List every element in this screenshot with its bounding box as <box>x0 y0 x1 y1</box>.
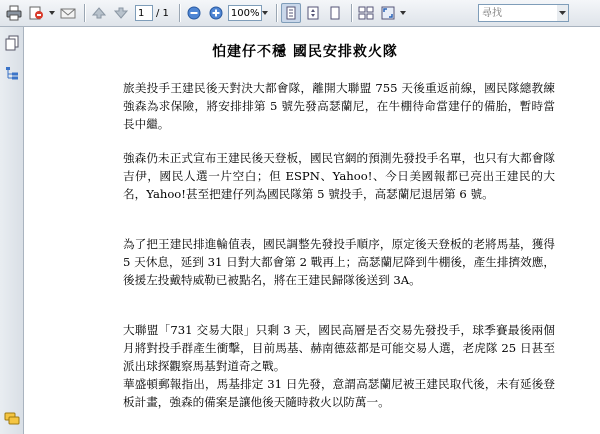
printer-icon <box>6 5 22 21</box>
article-paragraph: 強森仍未正式宣布王建民後天登板，國民官網的預測先發投手名單，也只有大都會隊吉伊，國民人選一片空白；但 ESPN、Yahoo!、今日美國報都已亮出王建民的大名，Yahoo!甚至把建仔列為國民隊第 5 號投手，高瑟蘭尼退居第 6 號。 <box>123 151 555 201</box>
full-screen-button[interactable] <box>378 3 398 23</box>
fit-width-button[interactable] <box>281 3 301 23</box>
arrow-up-icon <box>91 5 107 21</box>
arrow-down-icon <box>113 5 129 21</box>
share-button[interactable] <box>26 3 46 23</box>
page-number-input[interactable] <box>135 5 153 21</box>
bookmarks-tree-icon <box>4 65 20 81</box>
previous-page-button[interactable] <box>89 3 109 23</box>
toolbar-divider <box>276 4 277 22</box>
fit-page-button[interactable] <box>303 3 323 23</box>
zoom-out-icon <box>186 5 202 21</box>
chevron-down-icon <box>559 11 566 16</box>
zoom-in-button[interactable] <box>206 3 226 23</box>
email-button[interactable] <box>58 3 78 23</box>
chevron-down-icon <box>262 11 268 15</box>
fit-page-icon <box>306 6 320 20</box>
single-page-button[interactable] <box>325 3 345 23</box>
comments-panel-button[interactable] <box>4 411 20 427</box>
pages-icon <box>4 35 20 51</box>
chevron-down-icon <box>49 11 55 15</box>
article-paragraph: 大聯盟「731 交易大限」只剩 3 天，國民高層是否交易先發投手，球季賽最後兩個月將對投手群產生衝擊，目前馬基、赫南德茲都是可能交易人選，老虎隊 25 日甚至派出球探觀察馬基對道奇之戰。 <box>123 323 555 373</box>
two-page-button[interactable] <box>356 3 376 23</box>
speech-bubble-icon <box>4 411 20 427</box>
article-title: 怕建仔不穩 國民安排救火隊 <box>212 44 398 60</box>
two-page-icon <box>358 6 374 20</box>
single-page-icon <box>328 6 342 20</box>
article-paragraph: 華盛頓郵報指出，馬基排定 31 日先發，意謂高瑟蘭尼被王建民取代後，未有延後登板計畫，強森的備案是讓他後天隨時救火以防萬一。 <box>123 377 555 409</box>
zoom-out-button[interactable] <box>184 3 204 23</box>
article-paragraph-group <box>123 321 555 411</box>
pages-panel-button[interactable] <box>4 35 20 51</box>
print-button[interactable] <box>4 3 24 23</box>
toolbar-divider <box>179 4 180 22</box>
envelope-icon <box>60 5 76 21</box>
article-paragraph: 旅美投手王建民後天對決大都會隊，離開大聯盟 755 天後重返前線，國民隊總教練強森為求保險，將安排排第 5 號先發高瑟蘭尼，在牛棚待命當建仔的備胎，暫時當長中繼。 <box>123 81 555 131</box>
share-icon <box>28 5 44 21</box>
article-paragraph: 為了把王建民排進輪值表，國民調整先發投手順序，原定後天登板的老將馬基，獲得 5 天休息，延到 31 日對大都會第 2 戰再上；高瑟蘭尼降到牛棚後，產生排擠效應，後援左投戴特威勒已被點名，將在王建民歸隊後送到 3A。 <box>123 237 555 287</box>
chevron-down-icon <box>400 11 406 15</box>
next-page-button[interactable] <box>111 3 131 23</box>
search-dropdown[interactable] <box>557 4 569 22</box>
zoom-dropdown[interactable] <box>262 3 269 23</box>
view-dropdown[interactable] <box>400 3 407 23</box>
zoom-in-icon <box>208 5 224 21</box>
toolbar-divider <box>351 4 352 22</box>
navigation-panel <box>0 27 24 434</box>
fit-width-icon <box>284 6 298 20</box>
bookmarks-panel-button[interactable] <box>4 65 20 81</box>
full-screen-icon <box>381 6 395 20</box>
search-input[interactable] <box>478 4 558 22</box>
toolbar-divider <box>84 4 85 22</box>
document-page <box>25 27 600 434</box>
share-dropdown[interactable] <box>48 3 55 23</box>
page-total-label: / 1 <box>156 7 169 19</box>
zoom-level-input[interactable] <box>228 5 262 21</box>
